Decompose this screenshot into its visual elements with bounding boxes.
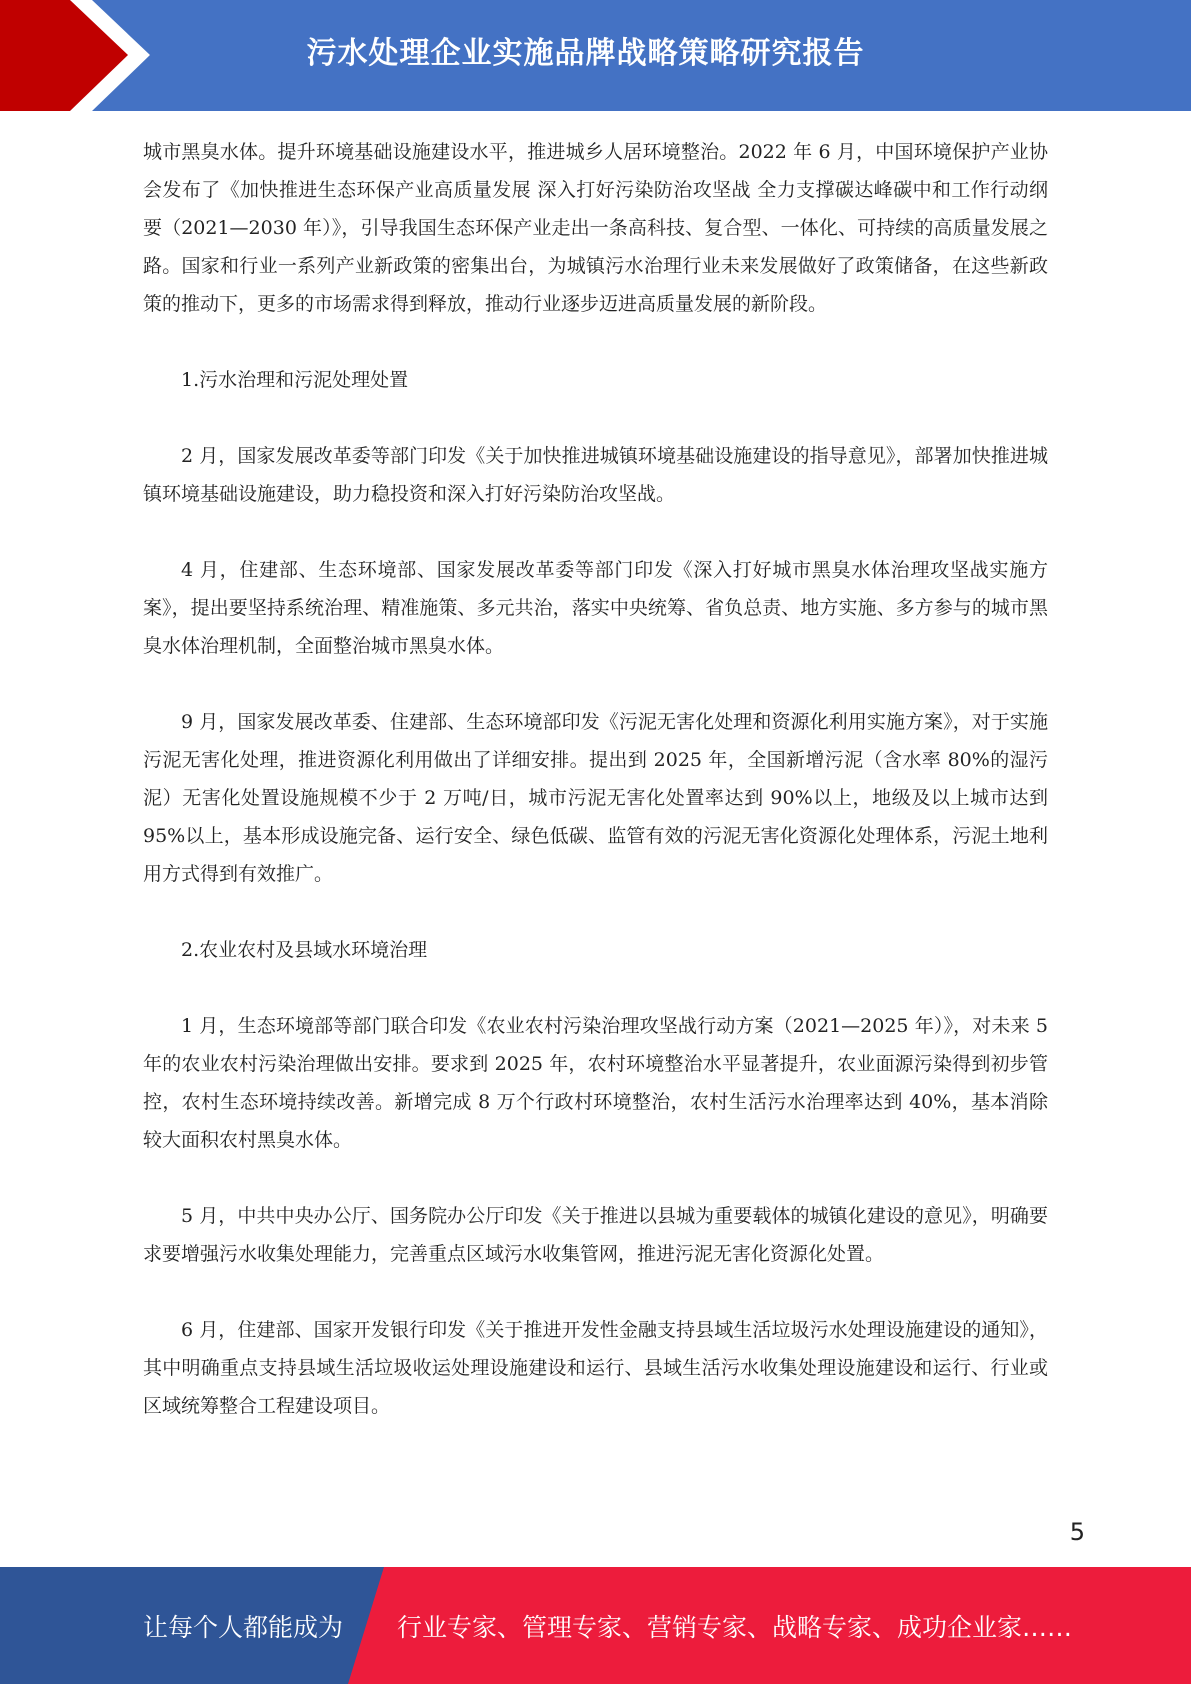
footer-slogan-left: 让每个人都能成为 (143, 1612, 344, 1642)
footer-slogan-right: 行业专家、管理专家、营销专家、战略专家、成功企业家…… (397, 1612, 1073, 1642)
paragraph: 城市黑臭水体。提升环境基础设施建设水平，推进城乡人居环境整治。2022 年 6 月，中国环境保护产业协会发布了《加快推进生态环保产业高质量发展 深入打好污染防治攻坚战 全力支撑碳达峰碳中和工作行动纲要（2021—2030 年）》，引导我国生态环保产业走出一条高科技、复合型、一体化、可持续的高质量发展之路。国家和行业一系列产业新政策的密集出台，为城镇污水治理行业未来发展做好了政策储备，在这些新政策的推动下，更多的市场需求得到释放，推动行业逐步迈进高质量发展的新阶段。 (143, 141, 1048, 315)
header-banner (0, 0, 1191, 111)
paragraph: 4 月，住建部、生态环境部、国家发展改革委等部门印发《深入打好城市黑臭水体治理攻坚战实施方案》，提出要坚持系统治理、精准施策、多元共治，落实中央统筹、省负总责、地方实施、多方参与的城市黑臭水体治理机制，全面整治城市黑臭水体。 (143, 559, 1048, 657)
page-number: 5 (1069, 1518, 1085, 1546)
section-heading: 1.污水治理和污泥处理处置 (181, 369, 409, 391)
footer-banner (0, 1567, 1191, 1684)
section-heading: 2.农业农村及县域水环境治理 (181, 939, 428, 961)
paragraph: 1 月，生态环境部等部门联合印发《农业农村污染治理攻坚战行动方案（2021—2025 年）》，对未来 5 年的农业农村污染治理做出安排。要求到 2025 年，农村环境整治水平显著提升，农业面源污染得到初步管控，农村生态环境持续改善。新增完成 8 万个行政村环境整治，农村生活污水治理率达到 40%，基本消除较大面积农村黑臭水体。 (143, 1015, 1048, 1151)
paragraph: 6 月，住建部、国家开发银行印发《关于推进开发性金融支持县域生活垃圾污水处理设施建设的通知》，其中明确重点支持县域生活垃圾收运处理设施建设和运行、县域生活污水收集处理设施建设和运行、行业或区域统筹整合工程建设项目。 (143, 1319, 1048, 1417)
document-body (143, 133, 1048, 1463)
header-red-arrow (0, 0, 150, 111)
paragraph: 5 月，中共中央办公厅、国务院办公厅印发《关于推进以县城为重要载体的城镇化建设的意见》，明确要求要增强污水收集处理能力，完善重点区域污水收集管网，推进污泥无害化资源化处置。 (143, 1205, 1048, 1265)
report-title: 污水处理企业实施品牌战略策略研究报告 (306, 36, 865, 71)
paragraph: 2 月，国家发展改革委等部门印发《关于加快推进城镇环境基础设施建设的指导意见》，部署加快推进城镇环境基础设施建设，助力稳投资和深入打好污染防治攻坚战。 (143, 445, 1048, 505)
paragraph: 9 月，国家发展改革委、住建部、生态环境部印发《污泥无害化处理和资源化利用实施方案》，对于实施污泥无害化处理，推进资源化利用做出了详细安排。提出到 2025 年，全国新增污泥（含水率 80%的湿污泥）无害化处置设施规模不少于 2 万吨/日，城市污泥无害化处置率达到 90%以上，地级及以上城市达到 95%以上，基本形成设施完备、运行安全、绿色低碳、监管有效的污泥无害化资源化处理体系，污泥土地利用方式得到有效推广。 (143, 711, 1048, 885)
